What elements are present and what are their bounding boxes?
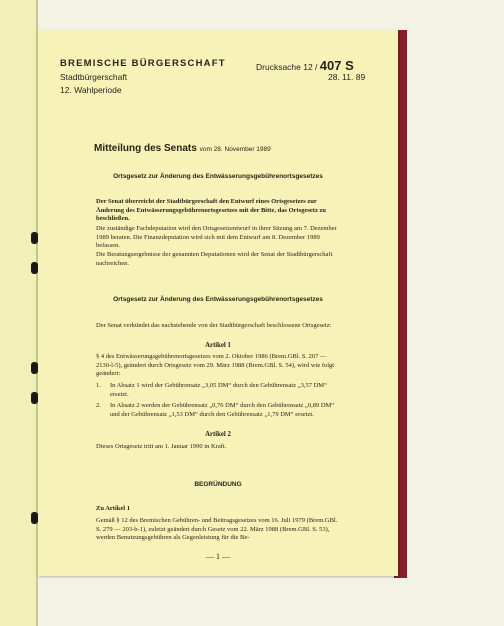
document-page [38, 30, 398, 576]
body-name: Stadtbürgerschaft [60, 72, 128, 82]
page-number: — 1 — [206, 552, 230, 561]
document-title [94, 143, 271, 154]
election-period: 12. Wahlperiode [60, 85, 122, 95]
list-item-text: In Absatz 2 werden der Gebührensatz „0,76 DM“ durch den Gebührensatz „0,89 DM“ und der Gebührensatz „1,53 DM“ durch den Gebührensatz „1,79 DM“ ersetzt. [110, 402, 335, 418]
org-name: BREMISCHE BÜRGERSCHAFT [60, 58, 226, 69]
left-binding-strip [0, 0, 38, 626]
punch-hole [31, 392, 38, 404]
title-main: Mitteilung des Senats [94, 143, 197, 154]
intro-deputation: Die zuständige Fachdeputation wird den Ortsgesetzentwurf in ihrer Sitzung am 7. Dezember 1989 beraten. Die Finanzdeputation wird sich mit dem Entwurf am 8. Dezember 1989 befassen. [96, 225, 337, 250]
law-title: Ortsgesetz zur Änderung des Entwässerungsgebührenortsgesetzes [113, 296, 323, 303]
list-item-text: In Absatz 1 wird der Gebührensatz „3,05 DM“ durch den Gebührensatz „3,57 DM“ ersetzt. [110, 382, 327, 398]
punch-hole [31, 262, 38, 274]
intro-results: Die Beratungsergebnisse der genannten Deputationen wird der Senat der Stadtbürgerschaft nachreichen. [96, 251, 333, 267]
reasoning-subtitle: Zu Artikel 1 [96, 505, 130, 512]
law-preamble: Der Senat verkündet das nachstehende von der Stadtbürgerschaft beschlossene Ortsgesetz: [96, 322, 332, 329]
reasoning-title: BEGRÜNDUNG [194, 481, 242, 488]
list-item [96, 382, 338, 399]
drucksache [256, 58, 354, 73]
punch-hole [31, 362, 38, 374]
document-date: 28. 11. 89 [328, 72, 366, 82]
list-item-number: 1. [96, 382, 101, 389]
article-1-title: Artikel 1 [205, 342, 231, 349]
punch-hole [31, 232, 38, 244]
article-1-text: § 4 des Entwässerungsgebührenortsgesetzes vom 2. Oktober 1986 (Brem.GBl. S. 207 — 2130-l-5), geändert durch Ortsgesetz vom 29. März 1988 (Brem.GBl. S. 54), wird wie folgt geändert: [96, 353, 335, 378]
title-date: vom 28. November 1989 [199, 146, 271, 153]
drucksache-number: 407 S [319, 58, 354, 73]
list-item-number: 2. [96, 402, 101, 409]
list-item [96, 402, 338, 419]
drucksache-label: Drucksache 12 / [256, 62, 318, 72]
intro-request: Der Senat überreicht der Stadtbürgerschaft den Entwurf eines Ortsgesetzes zur Änderung des Entwässerungsgebührenortsgesetzes mit der Bitte, das Ortsgesetz zu beschließen. [96, 198, 326, 223]
reasoning-text: Gemäß § 12 des Bremischen Gebühren- und Beitragsgesetzes vom 16. Juli 1979 (Brem.GBl. S. 279 — 203-b-1), zuletzt geändert durch Gesetz vom 22. März 1988 (Brem.GBl. S. 53), werden Benutzungsgebühren als Gegenleistung für die Be- [96, 517, 338, 542]
article-2-text: Dieses Ortsgesetz tritt am 1. Januar 1990 in Kraft. [96, 443, 227, 450]
document-subtitle: Ortsgesetz zur Änderung des Entwässerungsgebührenortsgesetzes [113, 173, 323, 180]
article-2-title: Artikel 2 [205, 431, 231, 438]
punch-hole [31, 512, 38, 524]
